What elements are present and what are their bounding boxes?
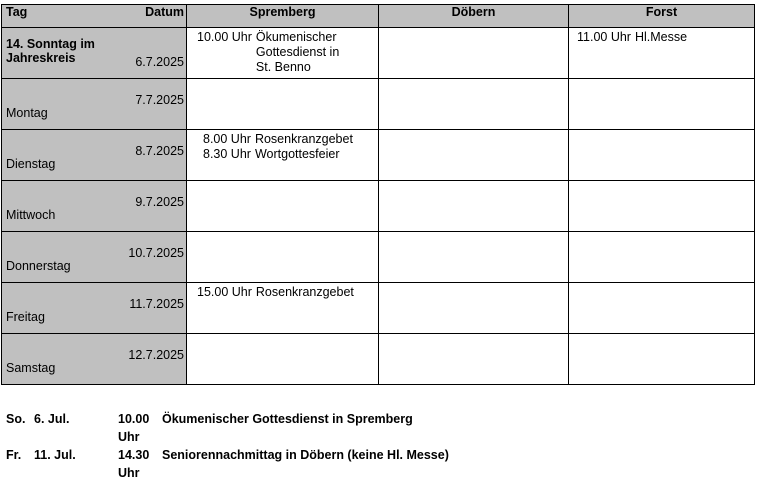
cell-doebern (379, 130, 569, 181)
note-day: Fr. (6, 448, 22, 462)
event-entry (197, 30, 378, 75)
cell-doebern (379, 334, 569, 385)
cell-doebern (379, 181, 569, 232)
day-cell (2, 79, 187, 130)
table-row (2, 28, 755, 79)
header-spremberg: Spremberg (187, 5, 379, 28)
note-row (6, 446, 449, 482)
header-tag-datum (2, 5, 187, 28)
day-name: Mittwoch (6, 208, 56, 222)
day-cell (2, 28, 187, 79)
day-cell (2, 181, 187, 232)
note-day: So. (6, 412, 26, 426)
table-row (2, 79, 755, 130)
day-date: 11.7.2025 (129, 296, 184, 311)
event-entry (203, 147, 378, 162)
cell-spremberg (187, 79, 379, 130)
day-name: Montag (6, 106, 48, 120)
header-datum: Datum (145, 5, 184, 19)
event-description: Rosenkranzgebet (254, 132, 353, 146)
header-tag: Tag (6, 5, 28, 19)
cell-spremberg (187, 283, 379, 334)
table-row (2, 334, 755, 385)
day-date: 6.7.2025 (135, 54, 184, 69)
event-description: Wortgottesfeier (254, 147, 340, 161)
note-time: 10.00 Uhr (118, 412, 150, 444)
event-entry (197, 285, 378, 300)
day-name: Donnerstag (6, 259, 71, 273)
cell-forst (569, 79, 755, 130)
day-date: 7.7.2025 (135, 92, 184, 107)
day-cell (2, 334, 187, 385)
cell-forst (569, 334, 755, 385)
notes-section (6, 410, 449, 482)
event-time: 8.30 Uhr (203, 147, 251, 161)
day-date: 9.7.2025 (135, 194, 184, 209)
note-time: 14.30 Uhr (118, 448, 150, 480)
day-date: 12.7.2025 (128, 347, 184, 362)
note-row (6, 410, 449, 446)
event-description: Hl.Messe (634, 30, 688, 44)
cell-spremberg (187, 130, 379, 181)
table-row (2, 181, 755, 232)
event-time: 11.00 Uhr (577, 30, 631, 44)
cell-doebern (379, 28, 569, 79)
table-row (2, 232, 755, 283)
cell-spremberg (187, 232, 379, 283)
table-row (2, 283, 755, 334)
event-description: Ökumenischer Gottesdienst in St. Benno (255, 30, 340, 74)
note-date: 11. Jul. (34, 448, 76, 462)
event-time: 15.00 Uhr (197, 285, 252, 299)
day-cell (2, 283, 187, 334)
header-forst: Forst (569, 5, 755, 28)
note-date: 6. Jul. (34, 412, 70, 426)
cell-doebern (379, 79, 569, 130)
event-entry (203, 132, 378, 147)
schedule-table (1, 4, 755, 385)
note-text: Ökumenischer Gottesdienst in Spremberg (162, 412, 413, 426)
event-description: Rosenkranzgebet (255, 285, 354, 299)
cell-forst (569, 283, 755, 334)
day-name: 14. Sonntag im Jahreskreis (6, 37, 95, 65)
cell-forst (569, 28, 755, 79)
day-name: Freitag (6, 310, 45, 324)
day-date: 8.7.2025 (135, 143, 184, 158)
cell-doebern (379, 283, 569, 334)
day-cell (2, 130, 187, 181)
event-time: 10.00 Uhr (197, 30, 252, 44)
day-date: 10.7.2025 (128, 245, 184, 260)
day-name: Samstag (6, 361, 56, 375)
schedule-body (2, 28, 755, 385)
header-row (2, 5, 755, 28)
header-doebern: Döbern (379, 5, 569, 28)
cell-spremberg (187, 28, 379, 79)
day-cell (2, 232, 187, 283)
cell-spremberg (187, 181, 379, 232)
cell-forst (569, 130, 755, 181)
note-text: Seniorennachmittag in Döbern (keine Hl. Messe) (162, 448, 449, 462)
table-row (2, 130, 755, 181)
cell-spremberg (187, 334, 379, 385)
cell-doebern (379, 232, 569, 283)
event-entry (577, 30, 754, 45)
event-time: 8.00 Uhr (203, 132, 251, 146)
cell-forst (569, 181, 755, 232)
cell-forst (569, 232, 755, 283)
day-name: Dienstag (6, 157, 56, 171)
